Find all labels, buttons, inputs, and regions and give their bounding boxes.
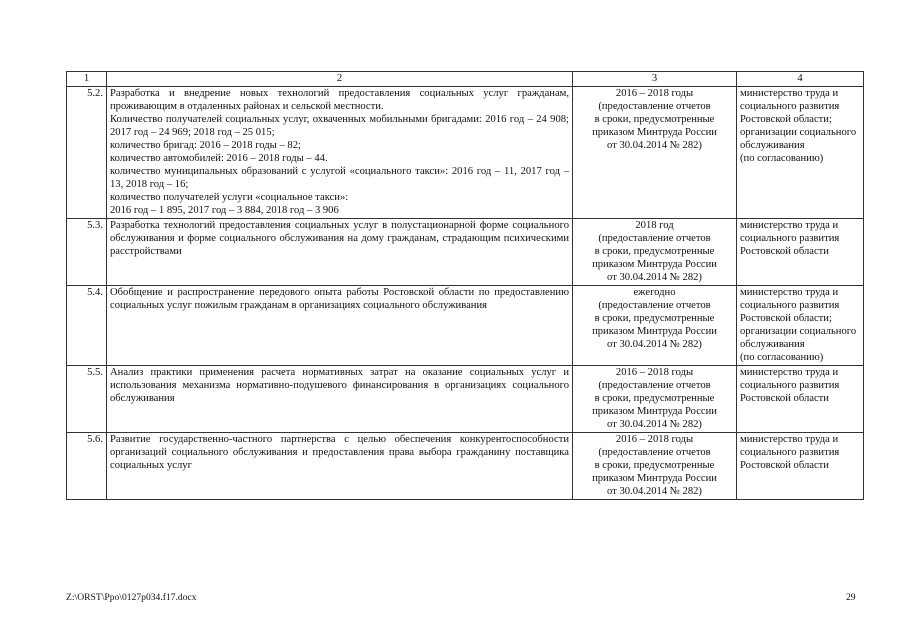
row-description: [107, 366, 573, 433]
page-number: 29: [846, 592, 856, 603]
header-cell-3: 3: [573, 72, 737, 87]
row-responsible: [737, 366, 864, 433]
responsible-line: (по согласованию): [740, 352, 824, 363]
responsible-line: министерство труда и: [740, 220, 839, 231]
measures-table: [66, 71, 864, 500]
row-description: [107, 219, 573, 286]
description-line: количество муниципальных образований с услугой «социального такси»: 2016 год – 11, 2017 год – 13, 2018 год – 16;: [110, 166, 569, 190]
responsible-line: министерство труда и: [740, 287, 839, 298]
row-responsible: [737, 433, 864, 500]
term-line: приказом Минтруда России: [592, 259, 717, 270]
responsible-line: организации социального: [740, 127, 857, 138]
header-row: [67, 72, 864, 87]
term-line: приказом Минтруда России: [592, 473, 717, 484]
description-line: Развитие государственно-частного партнерства с целью обеспечения конкурентоспособности организаций социального обслуживания и предоставления права выбора гражданину поставщика социальных услуг: [110, 434, 569, 471]
term-line: в сроки, предусмотренные: [594, 393, 715, 404]
responsible-line: обслуживания: [740, 339, 805, 350]
row-number: 5.6.: [67, 433, 107, 500]
term-line: (предоставление отчетов: [598, 380, 711, 391]
header-cell-2: 2: [107, 72, 573, 87]
term-line: в сроки, предусмотренные: [594, 114, 715, 125]
responsible-line: Ростовской области;: [740, 114, 832, 125]
description-line: количество бригад: 2016 – 2018 годы – 82;: [110, 140, 301, 151]
term-line: ежегодно: [633, 287, 676, 298]
term-line: (предоставление отчетов: [598, 233, 711, 244]
term-line: в сроки, предусмотренные: [594, 313, 715, 324]
term-line: приказом Минтруда России: [592, 127, 717, 138]
description-line: 2016 год – 1 895, 2017 год – 3 884, 2018 год – 3 906: [110, 205, 339, 216]
row-number: 5.4.: [67, 286, 107, 366]
row-term: [573, 433, 737, 500]
responsible-line: социального развития: [740, 380, 840, 391]
description-line: Количество получателей социальных услуг, охваченных мобильными бригадами: 2016 год – 24 908; 2017 год – 24 969; 2018 год – 25 015;: [110, 114, 569, 138]
term-line: 2018 год: [635, 220, 674, 231]
term-line: (предоставление отчетов: [598, 300, 711, 311]
table-row: [67, 87, 864, 219]
description-line: количество автомобилей: 2016 – 2018 годы – 44.: [110, 153, 328, 164]
row-term: [573, 219, 737, 286]
row-term: [573, 87, 737, 219]
row-description: [107, 433, 573, 500]
table-row: [67, 286, 864, 366]
responsible-line: (по согласованию): [740, 153, 824, 164]
description-line: Обобщение и распространение передового опыта работы Ростовской области по предоставлению социальных услуг пожилым гражданам в организациях социального обслуживания: [110, 287, 569, 311]
description-line: Разработка технологий предоставления социальных услуг в полустационарной форме социального обслуживания и форме социального обслуживания на дому гражданам, страдающим психическими расстройствами: [110, 220, 569, 257]
term-line: от 30.04.2014 № 282): [607, 339, 702, 350]
responsible-line: социального развития: [740, 300, 840, 311]
term-line: от 30.04.2014 № 282): [607, 486, 702, 497]
responsible-line: Ростовской области: [740, 246, 829, 257]
responsible-line: социального развития: [740, 447, 840, 458]
responsible-line: социального развития: [740, 233, 840, 244]
table-row: [67, 366, 864, 433]
description-line: количество получателей услуги «социальное такси»:: [110, 192, 349, 203]
term-line: от 30.04.2014 № 282): [607, 419, 702, 430]
term-line: 2016 – 2018 годы: [615, 367, 694, 378]
table-row: [67, 219, 864, 286]
row-number: 5.2.: [67, 87, 107, 219]
term-line: (предоставление отчетов: [598, 447, 711, 458]
term-line: 2016 – 2018 годы: [615, 434, 694, 445]
row-description: [107, 286, 573, 366]
term-line: приказом Минтруда России: [592, 406, 717, 417]
responsible-line: Ростовской области: [740, 460, 829, 471]
header-cell-4: 4: [737, 72, 864, 87]
term-line: в сроки, предусмотренные: [594, 460, 715, 471]
description-line: Анализ практики применения расчета нормативных затрат на оказание социальных услуг и использования механизма нормативно-подушевого финансирования в организациях социального обслуживания: [110, 367, 569, 404]
term-line: от 30.04.2014 № 282): [607, 140, 702, 151]
responsible-line: обслуживания: [740, 140, 805, 151]
description-line: Разработка и внедрение новых технологий предоставления социальных услуг гражданам, проживающим в отдаленных районах и сельской местности.: [110, 88, 569, 112]
row-responsible: [737, 87, 864, 219]
row-description: [107, 87, 573, 219]
responsible-line: организации социального: [740, 326, 857, 337]
footer-file-path: Z:\ORST\Ppo\0127p034.f17.docx: [66, 592, 197, 603]
term-line: 2016 – 2018 годы: [615, 88, 694, 99]
term-line: (предоставление отчетов: [598, 101, 711, 112]
responsible-line: министерство труда и: [740, 434, 839, 445]
responsible-line: министерство труда и: [740, 367, 839, 378]
row-responsible: [737, 286, 864, 366]
term-line: приказом Минтруда России: [592, 326, 717, 337]
row-responsible: [737, 219, 864, 286]
row-term: [573, 366, 737, 433]
responsible-line: Ростовской области;: [740, 313, 832, 324]
row-number: 5.3.: [67, 219, 107, 286]
row-term: [573, 286, 737, 366]
responsible-line: министерство труда и: [740, 88, 839, 99]
table-row: [67, 433, 864, 500]
row-number: 5.5.: [67, 366, 107, 433]
term-line: в сроки, предусмотренные: [594, 246, 715, 257]
responsible-line: социального развития: [740, 101, 840, 112]
responsible-line: Ростовской области: [740, 393, 829, 404]
term-line: от 30.04.2014 № 282): [607, 272, 702, 283]
header-cell-1: 1: [67, 72, 107, 87]
